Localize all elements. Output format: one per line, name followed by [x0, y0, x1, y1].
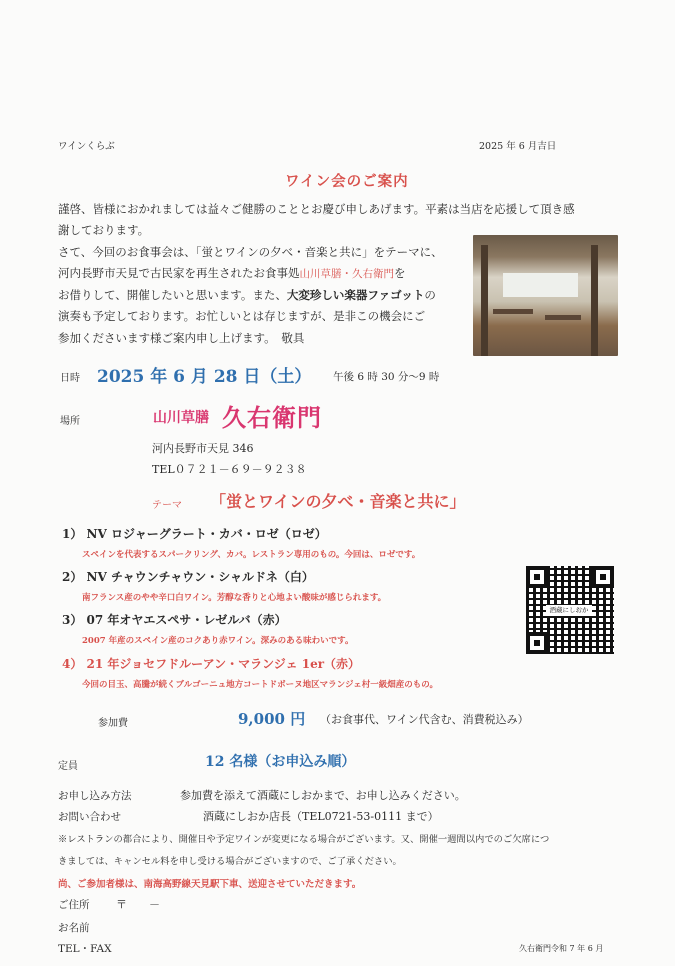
venue-name-large: 久右衛門	[222, 403, 322, 432]
intro-line: 河内長野市天見で古民家を再生されたお食事処山川草膳・久右衛門を	[58, 266, 406, 280]
name-label: お名前	[58, 922, 90, 934]
letter-date: 2025 年 6 月吉日	[479, 141, 557, 152]
wine-desc: スペインを代表するスパークリング、カバ。レストラン専用のもの。今回は、ロゼです。	[82, 550, 421, 560]
theme-label: テーマ	[152, 500, 182, 511]
intro-line: 参加くださいます様ご案内申し上げます。 敬具	[58, 331, 305, 345]
qr-label: 酒蔵にしおか	[546, 605, 592, 616]
application-label: お申し込み方法	[58, 790, 132, 802]
wine-item-featured: 4） 21 年ジョセフドルーアン・マランジェ 1er（赤）	[62, 657, 361, 671]
wine-item: 2） NV チャウンチャウン・シャルドネ（白）	[62, 570, 314, 584]
fee-note: （お食事代、ワイン代含む、消費税込み）	[320, 713, 529, 726]
intro-line: 謹啓、皆様におかれましては益々ご健勝のこととお慶び申しあげます。平素は当店を応援して頂き感	[58, 202, 575, 216]
wine-desc: 今回の目玉、高騰が続くブルゴーニュ地方コートドボーヌ地区マランジェ村一級畑産のもの。	[82, 680, 438, 690]
qr-code[interactable]	[526, 566, 614, 654]
fee-amount: 9,000 円	[238, 710, 306, 728]
notice-line: きましては、キャンセル料を申し受ける場合がございますので、ご了承ください。	[58, 856, 402, 867]
wine-desc: 2007 年産のスペイン産のコクあり赤ワイン。深みのある味わいです。	[82, 636, 354, 646]
telfax-label: TEL・FAX	[58, 943, 112, 955]
notice-line: ※レストランの都合により、開催日や予定ワインが変更になる場合がございます。又、開催一週間以内でのご欠席につ	[58, 834, 550, 845]
postal-mark: 〒 －	[116, 898, 160, 911]
theme-text: 「蛍とワインの夕べ・音楽と共に」	[210, 492, 466, 511]
event-date: 2025 年 6 月 28 日（土）	[97, 367, 312, 387]
application-text: 参加費を添えて酒蔵にしおかまで、お申し込みください。	[180, 789, 466, 802]
intro-line: お借りして、開催したいと思います。また、大変珍しい楽器ファゴットの	[58, 288, 436, 302]
venue-address: 河内長野市天見 346	[152, 442, 254, 455]
intro-line: 演奏も予定しております。お忙しいとは存じますが、是非この機会にご	[58, 309, 426, 323]
wine-desc: 南フランス産のやや辛口白ワイン。芳醇な香りと心地よい酸味が感じられます。	[82, 593, 387, 603]
restaurant-photo	[473, 235, 618, 356]
venue-label: 場所	[60, 416, 80, 427]
venue-tel: TEL０７２１－６９－９２３８	[152, 463, 307, 476]
intro-line: さて、今回のお食事会は、「蛍とワインの夕べ・音楽と共に」をテーマに、	[58, 245, 443, 259]
intro-line: 謝しております。	[58, 223, 150, 237]
event-time: 午後 6 時 30 分～9 時	[333, 371, 440, 383]
bassoon-highlight: 大変珍しい楽器ファゴット	[286, 288, 425, 302]
address-label: ご住所	[58, 899, 90, 911]
footer-text: 久右衛門令和 7 年 6 月	[519, 944, 604, 953]
capacity-value: 12 名様（お申込み順）	[205, 754, 356, 770]
wine-item: 1） NV ロジャーグラート・カバ・ロゼ（ロゼ）	[62, 527, 327, 541]
inquiry-label: お問い合わせ	[58, 811, 121, 823]
fee-label: 参加費	[98, 718, 128, 729]
datetime-label: 日時	[60, 373, 80, 384]
capacity-label: 定員	[58, 761, 78, 772]
venue-inline: 山川草膳・久右衛門	[299, 268, 394, 280]
org-name: ワインくらぶ	[58, 141, 115, 152]
pickup-note: 尚、ご参加者様は、南海高野線天見駅下車、送迎させていただきます。	[58, 879, 362, 890]
page-title: ワイン会のご案内	[285, 173, 409, 190]
inquiry-text: 酒蔵にしおか店長（TEL0721-53-0111 まで）	[203, 810, 439, 823]
wine-item: 3） 07 年オヤエスペサ・レゼルバ（赤）	[62, 613, 287, 627]
venue-name-small: 山川草膳	[153, 410, 209, 426]
